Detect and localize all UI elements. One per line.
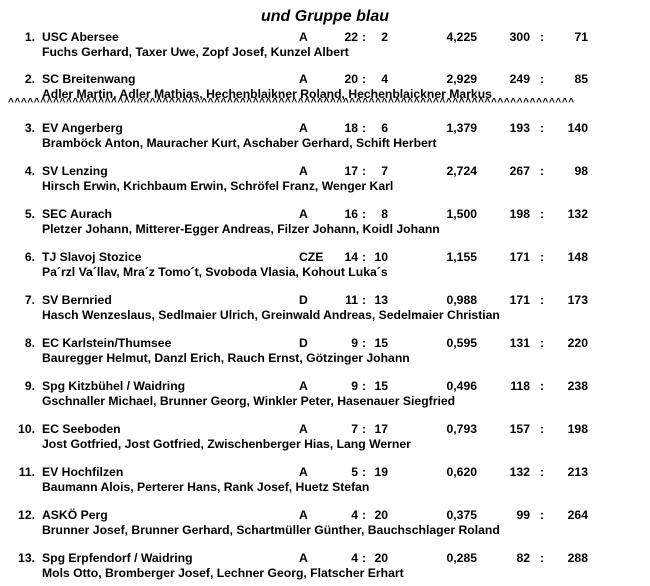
team-row <box>0 378 650 394</box>
team-name: EC Seeboden <box>42 422 121 436</box>
points-separator: : <box>540 164 545 178</box>
rank: 3. <box>24 121 35 135</box>
team-name: USC Abersee <box>42 30 119 44</box>
team-name: TJ Slavoj Stozice <box>42 250 142 264</box>
points-against: 71 <box>574 30 588 44</box>
points-for: 300 <box>509 30 530 44</box>
losses: 6 <box>381 121 388 135</box>
points-for: 193 <box>509 121 530 135</box>
divider: ^^^^^^^^^^^^^^^^^^^^^^^^^^^^^^^^^^^^^^^^^^^^^^^^^^^^^^^^^^^^^^^^^^^^^^^^^^^^^^^^^^^^^^^^ <box>8 98 575 108</box>
losses: 13 <box>374 293 388 307</box>
score-separator: : <box>362 250 367 264</box>
team-players: Bramböck Anton, Mauracher Kurt, Aschaber Gerhard, Schift Herbert <box>42 136 437 150</box>
rank: 5. <box>24 207 35 221</box>
rank: 10. <box>18 422 35 436</box>
losses: 20 <box>374 508 388 522</box>
points-for: 171 <box>509 250 530 264</box>
team-row <box>0 507 650 523</box>
team-row <box>0 206 650 222</box>
quotient: 0,285 <box>446 551 477 565</box>
losses: 17 <box>374 422 388 436</box>
team-players: Baumann Alois, Perterer Hans, Rank Josef, Huetz Stefan <box>42 480 370 494</box>
score-separator: : <box>362 207 367 221</box>
quotient: 0,620 <box>446 465 477 479</box>
team-row <box>0 163 650 179</box>
wins: 17 <box>344 164 358 178</box>
quotient: 4,225 <box>446 30 477 44</box>
rank: 2. <box>24 72 35 86</box>
points-separator: : <box>540 250 545 264</box>
score-separator: : <box>362 379 367 393</box>
points-against: 148 <box>567 250 588 264</box>
score-separator: : <box>362 551 367 565</box>
nation: D <box>299 336 308 350</box>
losses: 15 <box>374 336 388 350</box>
wins: 14 <box>344 250 358 264</box>
points-for: 132 <box>509 465 530 479</box>
nation: A <box>299 551 308 565</box>
team-row <box>0 29 650 45</box>
score-separator: : <box>362 465 367 479</box>
team-name: SC Breitenwang <box>42 72 136 86</box>
wins: 4 <box>351 508 358 522</box>
points-for: 157 <box>509 422 530 436</box>
team-name: SV Lenzing <box>42 164 108 178</box>
nation: D <box>299 293 308 307</box>
losses: 19 <box>374 465 388 479</box>
rank: 13. <box>18 551 35 565</box>
points-for: 82 <box>516 551 530 565</box>
rank: 11. <box>18 465 35 479</box>
nation: A <box>299 164 308 178</box>
quotient: 0,988 <box>446 293 477 307</box>
points-against: 198 <box>567 422 588 436</box>
team-row <box>0 292 650 308</box>
quotient: 1,155 <box>446 250 477 264</box>
score-separator: : <box>362 293 367 307</box>
team-row <box>0 335 650 351</box>
points-separator: : <box>540 121 545 135</box>
losses: 10 <box>374 250 388 264</box>
nation: A <box>299 121 308 135</box>
wins: 18 <box>344 121 358 135</box>
points-separator: : <box>540 465 545 479</box>
points-for: 99 <box>516 508 530 522</box>
points-against: 140 <box>567 121 588 135</box>
points-separator: : <box>540 293 545 307</box>
team-name: Spg Erpfendorf / Waidring <box>42 551 193 565</box>
nation: A <box>299 465 308 479</box>
team-name: Spg Kitzbühel / Waidring <box>42 379 186 393</box>
points-against: 238 <box>567 379 588 393</box>
score-separator: : <box>362 422 367 436</box>
score-separator: : <box>362 164 367 178</box>
wins: 5 <box>351 465 358 479</box>
nation: A <box>299 422 308 436</box>
team-players: Fuchs Gerhard, Taxer Uwe, Zopf Josef, Kunzel Albert <box>42 45 349 59</box>
points-separator: : <box>540 379 545 393</box>
wins: 9 <box>351 379 358 393</box>
team-players: Pletzer Johann, Mitterer-Egger Andreas, Filzer Johann, Koidl Johann <box>42 222 440 236</box>
points-for: 198 <box>509 207 530 221</box>
points-separator: : <box>540 72 545 86</box>
quotient: 0,595 <box>446 336 477 350</box>
points-for: 267 <box>509 164 530 178</box>
points-separator: : <box>540 336 545 350</box>
wins: 11 <box>345 293 358 307</box>
team-players: Hirsch Erwin, Krichbaum Erwin, Schröfel Franz, Wenger Karl <box>42 179 394 193</box>
points-for: 118 <box>510 379 530 393</box>
rank: 12. <box>18 508 35 522</box>
points-against: 220 <box>567 336 588 350</box>
page-title: und Gruppe blau <box>261 8 389 25</box>
losses: 8 <box>381 207 388 221</box>
score-separator: : <box>362 72 367 86</box>
team-row <box>0 421 650 437</box>
points-separator: : <box>540 422 545 436</box>
points-against: 173 <box>567 293 588 307</box>
points-against: 98 <box>574 164 588 178</box>
team-name: EV Hochfilzen <box>42 465 124 479</box>
team-players: Hasch Wenzeslaus, Sedlmaier Ulrich, Greinwald Andreas, Sedelmaier Christian <box>42 308 500 322</box>
score-separator: : <box>362 30 367 44</box>
team-row <box>0 464 650 480</box>
score-separator: : <box>362 508 367 522</box>
team-players: Jost Gotfried, Jost Gotfried, Zwischenberger Hias, Lang Werner <box>42 437 411 451</box>
score-separator: : <box>362 336 367 350</box>
rank: 9. <box>24 379 35 393</box>
nation: A <box>299 379 308 393</box>
nation: CZE <box>299 250 324 264</box>
points-against: 213 <box>567 465 588 479</box>
nation: A <box>299 72 308 86</box>
points-for: 171 <box>509 293 530 307</box>
quotient: 2,724 <box>446 164 477 178</box>
quotient: 0,496 <box>446 379 477 393</box>
nation: A <box>299 30 308 44</box>
team-players: Brunner Josef, Brunner Gerhard, Schartmüller Günther, Bauchschlager Roland <box>42 523 500 537</box>
rank: 8. <box>24 336 35 350</box>
nation: A <box>299 207 308 221</box>
quotient: 2,929 <box>446 72 477 86</box>
team-name: EV Angerberg <box>42 121 123 135</box>
wins: 22 <box>344 30 358 44</box>
points-separator: : <box>540 30 545 44</box>
wins: 16 <box>344 207 358 221</box>
wins: 7 <box>351 422 358 436</box>
team-players: Bauregger Helmut, Danzl Erich, Rauch Ernst, Götzinger Johann <box>42 351 410 365</box>
score-separator: : <box>362 121 367 135</box>
points-separator: : <box>540 508 545 522</box>
team-players: Adler Martin, Adler Mathias, Hechenblaikner Roland, Hechenblaickner Markus <box>42 87 492 101</box>
wins: 20 <box>344 72 358 86</box>
rank: 6. <box>24 250 35 264</box>
wins: 4 <box>351 551 358 565</box>
team-row <box>0 120 650 136</box>
points-against: 85 <box>574 72 588 86</box>
quotient: 1,379 <box>446 121 477 135</box>
rank: 1. <box>24 30 35 44</box>
losses: 4 <box>381 72 388 86</box>
quotient: 0,375 <box>446 508 477 522</box>
losses: 2 <box>381 30 388 44</box>
team-row <box>0 249 650 265</box>
points-for: 249 <box>509 72 530 86</box>
quotient: 1,500 <box>446 207 477 221</box>
team-name: ASKÖ Perg <box>42 508 108 522</box>
losses: 20 <box>374 551 388 565</box>
points-against: 264 <box>567 508 588 522</box>
team-row <box>0 71 650 87</box>
team-name: EC Karlstein/Thumsee <box>42 336 172 350</box>
points-against: 288 <box>567 551 588 565</box>
points-against: 132 <box>567 207 588 221</box>
wins: 9 <box>351 336 358 350</box>
team-players: Gschnaller Michael, Brunner Georg, Winkler Peter, Hasenauer Siegfried <box>42 394 456 408</box>
team-name: SV Bernried <box>42 293 112 307</box>
quotient: 0,793 <box>446 422 477 436</box>
rank: 7. <box>24 293 35 307</box>
nation: A <box>299 508 308 522</box>
team-row <box>0 550 650 566</box>
team-players: Pa´rzl Va´llav, Mra´z Tomo´t, Svoboda Vlasia, Kohout Luka´s <box>42 265 388 279</box>
team-name: SEC Aurach <box>42 207 112 221</box>
points-separator: : <box>540 207 545 221</box>
losses: 15 <box>374 379 388 393</box>
rank: 4. <box>24 164 35 178</box>
points-for: 131 <box>509 336 530 350</box>
losses: 7 <box>381 164 388 178</box>
team-players: Mols Otto, Bromberger Josef, Lechner Georg, Flatscher Erhart <box>42 566 404 580</box>
points-separator: : <box>540 551 545 565</box>
